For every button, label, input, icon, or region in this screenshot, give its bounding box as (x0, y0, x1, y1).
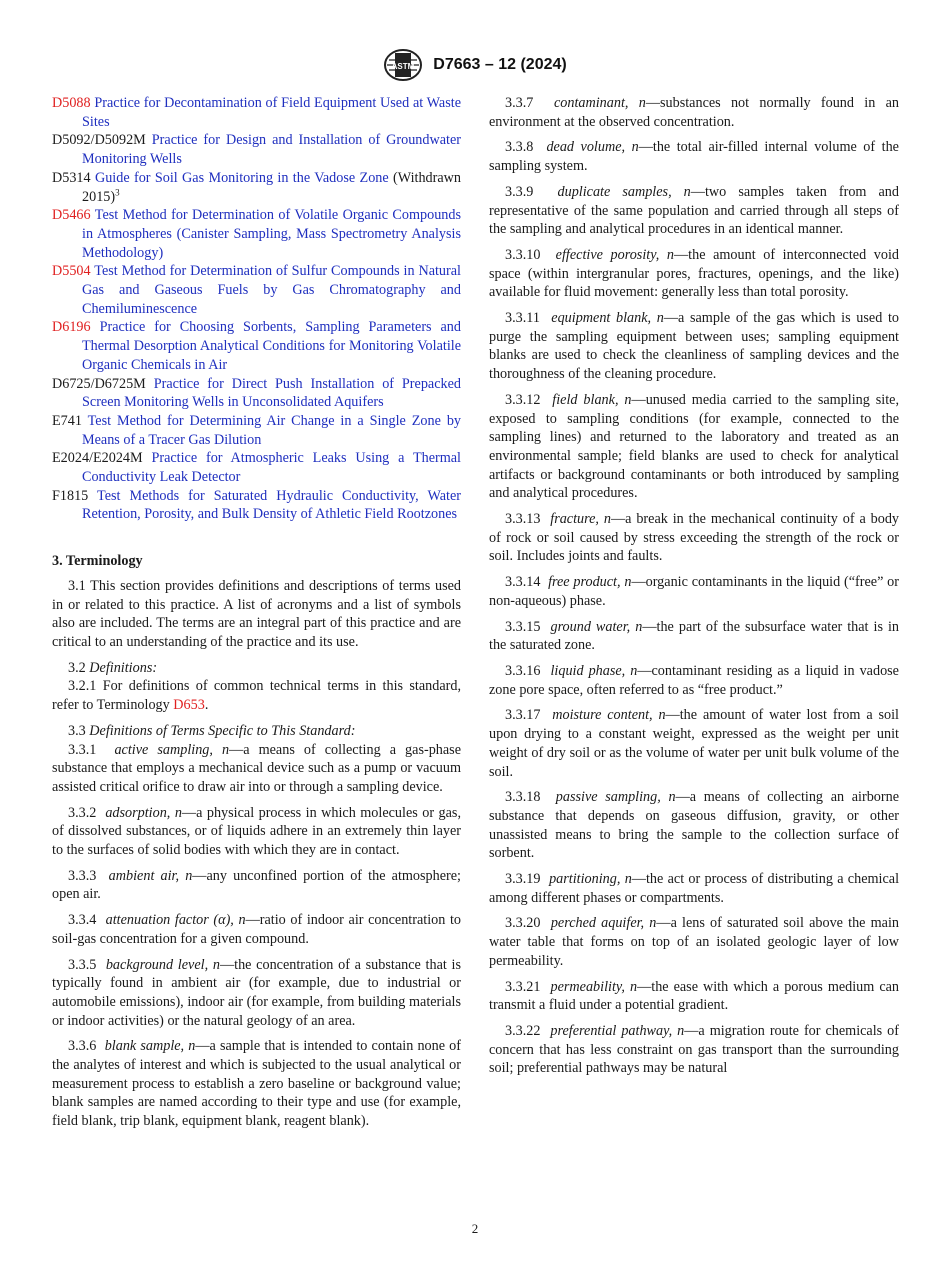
definition-term: active sampling, n (114, 741, 230, 758)
reference-code: D6725/D6725M (52, 375, 146, 392)
definition-number: 3.3.16 (505, 662, 541, 679)
paragraph-3-2-1 (52, 677, 461, 714)
definition-number: 3.3.1 (68, 741, 97, 758)
definitions-left (52, 741, 461, 1131)
definition-item (489, 706, 899, 781)
definition-item (489, 183, 899, 239)
definition-number: 3.3.19 (505, 871, 541, 888)
definition-term: permeability, n (550, 978, 638, 995)
reference-code: E741 (52, 412, 82, 429)
definition-number: 3.3.10 (505, 246, 541, 263)
reference-code[interactable]: D5088 (52, 95, 91, 111)
paragraph-3-2-number: 3.2 (68, 659, 86, 676)
reference-item (52, 94, 461, 131)
definition-text: —a migration route for chemicals of concern that has less constraint on gas transport than the surrounding soil; preferential pathways may be natural (489, 1022, 899, 1077)
reference-item (52, 206, 461, 262)
definition-item (489, 391, 899, 503)
definition-item (489, 978, 899, 1015)
definition-number: 3.3.7 (505, 95, 534, 111)
paragraph-3-2-label: Definitions: (89, 659, 158, 676)
definition-term: adsorption, n (105, 804, 182, 821)
definition-text: —organic contaminants in the liquid (“free” or non-aqueous) phase. (489, 574, 899, 609)
reference-code[interactable]: D5504 (52, 263, 91, 280)
reference-title-link[interactable]: Practice for Design and Installation of Groundwater Monitoring Wells (82, 132, 461, 168)
right-column (489, 94, 899, 1085)
left-column (52, 94, 461, 1138)
reference-code[interactable]: D6196 (52, 319, 91, 336)
definition-text: —a sample of the gas which is used to purge the sampling equipment between uses; sampling equipment blanks are used to check the cleanliness of sampling devices and the thoroughness of the cleaning procedure. (489, 310, 899, 383)
definition-term: perched aquifer, n (550, 915, 657, 932)
definition-number: 3.3.20 (505, 915, 541, 932)
reference-item (52, 449, 461, 486)
reference-title-link[interactable]: Test Method for Determining Air Change in a Single Zone by Means of a Tracer Gas Dilution (82, 412, 462, 448)
definition-text: —the total air-filled internal volume of the sampling system. (489, 139, 899, 175)
definition-number: 3.3.9 (505, 183, 534, 200)
definition-term: ambient air, n (108, 867, 193, 884)
definition-text: —a lens of saturated soil above the main water table that forms on top of an isolated geologic layer of low permeability. (489, 915, 899, 969)
definition-item (52, 911, 461, 948)
definition-item (489, 309, 899, 384)
definition-number: 3.3.6 (68, 1038, 97, 1055)
definition-number: 3.3.21 (505, 978, 541, 995)
definition-term: effective porosity, n (555, 246, 674, 263)
page-header (0, 48, 950, 82)
definition-text: —contaminant residing as a liquid in vadose zone pore space, often referred to as “free product.” (489, 662, 899, 698)
paragraph-3-2 (52, 659, 461, 678)
definition-number: 3.3.17 (505, 707, 541, 724)
definition-number: 3.3.15 (505, 618, 541, 635)
reference-item (52, 375, 461, 412)
referenced-documents-list (52, 94, 461, 524)
reference-title-link[interactable]: Practice for Atmospheric Leaks Using a Thermal Conductivity Leak Detector (82, 450, 461, 486)
reference-note: (Withdrawn 2015) (82, 169, 462, 205)
definition-item (489, 94, 899, 131)
definition-term: duplicate samples, n (557, 183, 691, 200)
definition-term: ground water, n (550, 618, 643, 635)
paragraph-3-2-1-text: 3.2.1 For definitions of common technical terms in this standard, refer to Terminology (52, 678, 461, 714)
definition-text: —two samples taken from and representative of the same population and carried through all steps of the sampling and analytical procedures in an identical manner. (489, 183, 899, 238)
definition-term: background level, n (105, 956, 220, 973)
paragraph-3-3-number: 3.3 (68, 722, 86, 739)
page-number: 2 (471, 1221, 479, 1236)
definition-item (489, 662, 899, 699)
definition-number: 3.3.2 (68, 804, 97, 821)
document-designation: D7663 – 12 (2024) (433, 56, 567, 73)
reference-title-link[interactable]: Guide for Soil Gas Monitoring in the Vadose Zone (94, 169, 389, 186)
definition-item (489, 1022, 899, 1078)
reference-item (52, 262, 461, 318)
reference-item (52, 131, 461, 168)
definition-item (489, 573, 899, 610)
reference-code: D5314 (52, 169, 91, 186)
reference-title-link[interactable]: Practice for Direct Push Installation of Prepacked Screen Monitoring Wells in Unconsolidated Aquifers (82, 375, 462, 411)
definition-term: dead volume, n (546, 139, 639, 156)
definition-term: equipment blank, n (551, 310, 664, 327)
paragraph-3-3 (52, 722, 461, 741)
definition-term: passive sampling, n (555, 789, 676, 806)
definition-item (489, 788, 899, 863)
definition-number: 3.3.3 (68, 867, 97, 884)
definition-item (489, 510, 899, 566)
definition-text: —a physical process in which molecules or gas, of dissolved substances, or of liquids adhere in an extremely thin layer to the surfaces of solid bodies with which they are in contact. (52, 804, 461, 859)
definition-text: —the amount of interconnected void space (within intergranular pores, fractures, openings, and the like) available for fluid movement: generally less than total porosity. (489, 246, 899, 301)
definition-text: —any unconfined portion of the atmosphere; open air. (52, 867, 461, 903)
link-d653[interactable]: D653 (173, 697, 205, 714)
definition-text: —the part of the subsurface water that is in the saturated zone. (489, 618, 899, 654)
definition-number: 3.3.12 (505, 391, 541, 408)
definition-item (489, 246, 899, 302)
definition-number: 3.3.14 (505, 574, 541, 591)
definitions-right (489, 94, 899, 1078)
definition-term: fracture, n (550, 511, 611, 528)
definition-text: —the concentration of a substance that is typically found in ambient air (for example, due to industrial or automobile emissions), indoor air (for example, from building materials or indoor activities) or the natural geology of an area. (52, 956, 461, 1029)
reference-title-link[interactable]: Test Methods for Saturated Hydraulic Conductivity, Water Retention, Porosity, and Bulk Density of Athletic Field Rootzones (82, 487, 461, 523)
definition-item (52, 1037, 461, 1131)
definition-number: 3.3.11 (505, 310, 540, 327)
svg-text:ASTM: ASTM (391, 62, 415, 71)
definition-text: —a means of collecting a gas-phase substance that employs a mechanical device such as a pump or vacuum assisted critical orifice to draw air into or through a sampling device. (52, 741, 461, 795)
definition-text: —the amount of water lost from a soil upon drying to a constant weight, expressed as the weight per unit weight of dry soil or as the volume of water per unit bulk volume of the soil. (489, 707, 900, 780)
definition-term: partitioning, n (549, 871, 632, 888)
definition-term: contaminant, n (553, 95, 646, 111)
definition-text: —ratio of indoor air concentration to soil-gas concentration for a given compound. (52, 912, 461, 947)
paragraph-3-2-1-end: . (204, 697, 209, 714)
definition-number: 3.3.13 (505, 511, 541, 528)
reference-item (52, 412, 461, 449)
reference-item (52, 487, 461, 524)
definition-term: moisture content, n (552, 707, 666, 724)
section-heading-terminology: 3. Terminology (52, 553, 143, 570)
definition-text: —a means of collecting an airborne substance that depends on gaseous diffusion, gravity, or other unassisted means to bring the sample to the collection surface of sorbent. (489, 789, 900, 862)
definition-text: —a sample that is intended to contain none of the analytes of interest and which is subjected to the usual analytical or measurement process to establish a zero baseline or background value; blank samples are named according to their type and use (for example, field blank, trip blank, equipment blank, reagent blank). (52, 1038, 462, 1130)
reference-title-link[interactable]: Test Method for Determination of Volatile Organic Compounds in Atmospheres (Canister Sampling, Mass Spectrometry Analysis Methodology) (82, 207, 461, 261)
definition-item (489, 138, 899, 175)
definition-number: 3.3.22 (505, 1022, 541, 1039)
definition-item (52, 741, 461, 797)
definition-text: —a break in the mechanical continuity of a body of rock or soil caused by stress exceeding the strength of the rock or soil. Includes joints and faults. (489, 511, 900, 565)
definition-term: free product, n (548, 574, 632, 591)
definition-item (489, 618, 899, 655)
reference-code: D5092/D5092M (52, 132, 146, 149)
definition-item (52, 956, 461, 1031)
definition-term: preferential pathway, n (550, 1022, 685, 1039)
definition-item (489, 870, 899, 907)
reference-code: E2024/E2024M (52, 450, 143, 467)
definition-text: —the ease with which a porous medium can transmit a fluid under a potential gradient. (489, 978, 900, 1014)
definition-number: 3.3.8 (505, 139, 534, 156)
paragraph-3-1: 3.1 This section provides definitions and descriptions of terms used in or related to this practice. A list of acronyms and a list of symbols also are included. The terms are an integral part of this practice and are critical to an understanding of the practice and its use. (52, 577, 461, 650)
definition-item (52, 804, 461, 860)
definition-term: attenuation factor (α), n (105, 912, 246, 929)
reference-title-link[interactable]: Practice for Choosing Sorbents, Sampling Parameters and Thermal Desorption Analytical Conditions for Monitoring Volatile Organic Chemicals in Air (82, 319, 461, 373)
definition-term: field blank, n (552, 391, 632, 408)
reference-code[interactable]: D5466 (52, 207, 91, 224)
definition-text: —the act or process of distributing a chemical among different phases or compartments. (489, 871, 900, 906)
definition-text: —substances not normally found in an environment at the observed concentration. (489, 95, 899, 130)
definition-text: —unused media carried to the sampling site, exposed to sampling conditions (for example, connected to the sampling lines) and returned to the laboratory and treated as an environmental sample; field blanks are used to check for analytical artifacts or background contaminants or both introduced by sampling and analytical procedures. (489, 391, 900, 502)
paragraph-3-3-label: Definitions of Terms Specific to This Standard: (89, 722, 356, 739)
definition-number: 3.3.5 (68, 956, 97, 973)
astm-logo-icon (383, 48, 423, 82)
definition-item (52, 867, 461, 904)
reference-title-link[interactable]: Practice for Decontamination of Field Equipment Used at Waste Sites (82, 95, 461, 130)
footnote-marker: 3 (115, 186, 120, 197)
reference-item (52, 169, 461, 206)
reference-item (52, 318, 461, 374)
definition-number: 3.3.18 (505, 789, 541, 806)
reference-code: F1815 (52, 487, 89, 504)
definition-term: liquid phase, n (550, 662, 638, 679)
definition-item (489, 914, 899, 970)
reference-title-link[interactable]: Test Method for Determination of Sulfur Compounds in Natural Gas and Gaseous Fuels by Gas Chromatography and Chemiluminescence (82, 263, 461, 317)
definition-term: blank sample, n (104, 1038, 196, 1055)
definition-number: 3.3.4 (68, 912, 97, 929)
